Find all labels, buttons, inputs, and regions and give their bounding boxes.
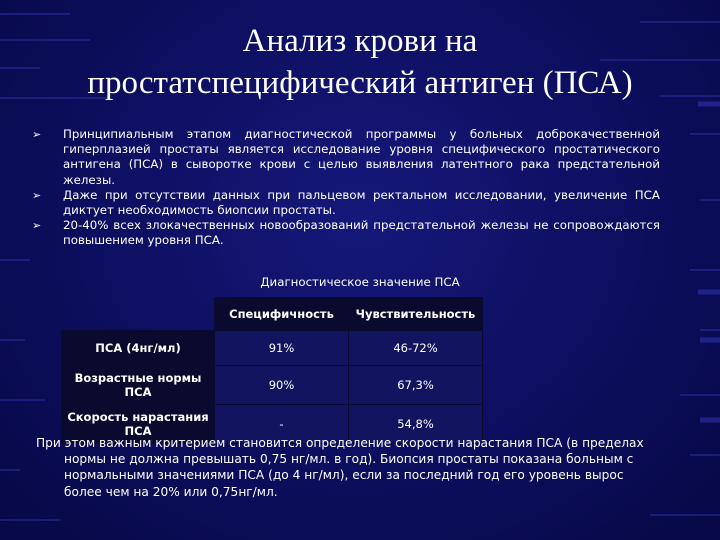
specificity-value: 91% <box>215 331 349 366</box>
specificity-value: 90% <box>215 366 349 405</box>
table-row <box>62 366 483 405</box>
column-header-sensitivity: Чувствительность <box>349 298 483 331</box>
bullet-item <box>32 127 660 188</box>
arrow-bullet-icon: ➢ <box>32 188 42 202</box>
psa-diagnostic-table <box>61 297 483 444</box>
bullet-item <box>32 218 660 248</box>
footer-paragraph <box>36 435 656 500</box>
sensitivity-value: 46-72% <box>349 331 483 366</box>
footer-continuation: нормы не должна превышать 0,75 нг/мл. в год). Биопсия простаты показана больным с нормальными значениями ПСА (до 4 нг/мл), если за последний год его уровень вырос более чем на 20% или 0,75нг/мл. <box>64 452 634 499</box>
bullet-list <box>32 127 660 249</box>
arrow-bullet-icon: ➢ <box>32 128 42 141</box>
table-header-row <box>62 298 483 331</box>
arrow-bullet-icon: ➢ <box>32 219 42 233</box>
footer-first-line: При этом важным критерием становится определение скорости нарастания ПСА (в пределах <box>36 436 644 450</box>
bullet-text: Даже при отсутствии данных при пальцевом ректальном исследовании, увеличение ПСА диктует необходимость биопсии простаты. <box>63 187 660 218</box>
row-label: Возрастные нормы ПСА <box>62 366 215 405</box>
row-label: ПСА (4нг/мл) <box>62 331 215 366</box>
bullet-text: Принципиальным этапом диагностической программы у больных доброкачественной гиперплазией простаты является исследование уровня специфического простатического антигена (ПСА) в сыворотке крови с целью выявления латентного рака предстательной железы. <box>63 127 660 187</box>
sensitivity-value: 67,3% <box>349 366 483 405</box>
title-line-2: простатспецифический антиген (ПСА) <box>87 65 633 101</box>
specificity-value: - <box>215 405 349 444</box>
column-header-specificity: Специфичность <box>215 298 349 331</box>
bullet-text: 20-40% всех злокачественных новообразований предстательной железы не сопровождаются повышением уровня ПСА. <box>63 218 660 248</box>
title-line-1: Анализ крови на <box>242 23 478 59</box>
row-label: Скорость нарастания ПСА <box>62 405 215 444</box>
sensitivity-value: 54,8% <box>349 405 483 444</box>
slide-title <box>40 20 680 104</box>
table-corner-cell <box>62 298 215 331</box>
table-caption: Диагностическое значение ПСА <box>260 275 460 289</box>
bullet-item <box>32 188 660 218</box>
table-row <box>62 331 483 366</box>
